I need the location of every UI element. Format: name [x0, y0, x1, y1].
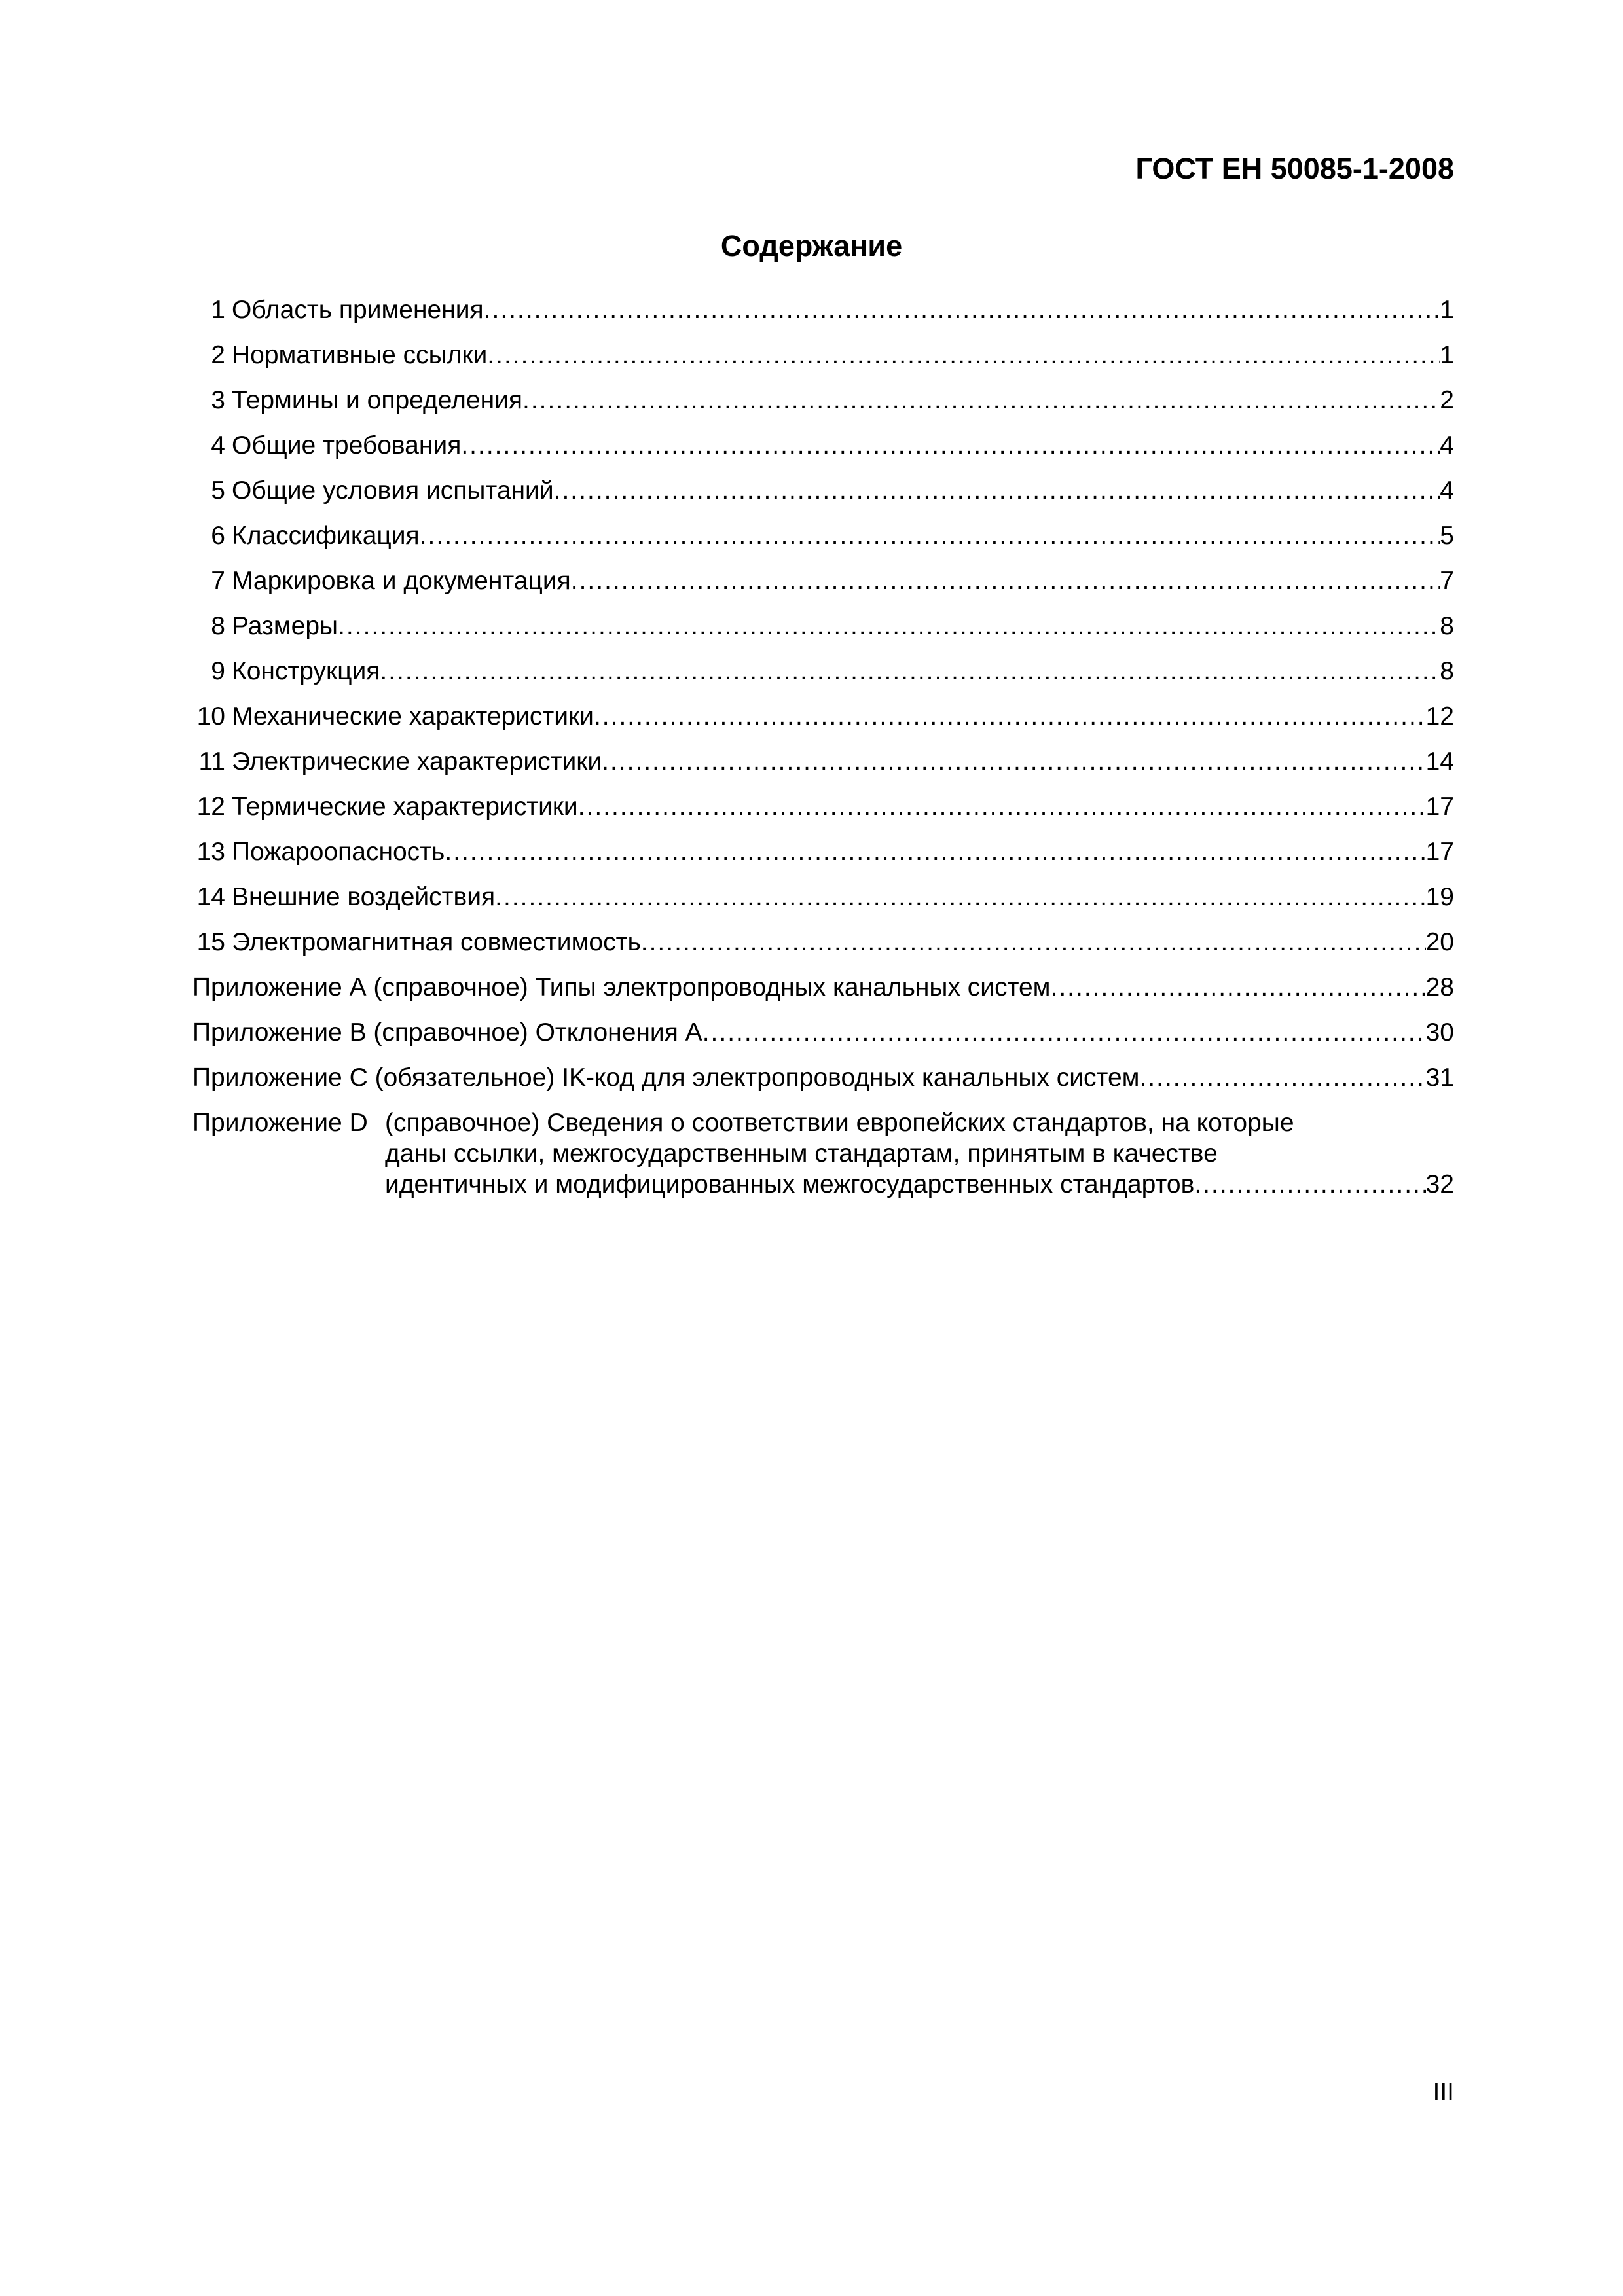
entry-page: 19: [1425, 883, 1454, 911]
toc-entry-4[interactable]: [192, 431, 1454, 476]
entry-page: 7: [1440, 567, 1454, 595]
entry-page: 14: [1425, 747, 1454, 776]
entry-title: Приложение А (справочное) Типы электропроводных канальных систем: [192, 973, 1051, 1001]
entry-title: Внешние воздействия: [232, 883, 496, 911]
entry-title: Конструкция: [232, 657, 380, 685]
entry-title: Термические характеристики: [232, 793, 578, 821]
entry-title: Пожароопасность: [232, 838, 445, 866]
entry-page: 20: [1425, 928, 1454, 956]
entry-page: 8: [1440, 657, 1454, 685]
entry-page: 1: [1440, 341, 1454, 369]
entry-number: 2: [211, 341, 225, 369]
toc-entry-9[interactable]: [192, 657, 1454, 702]
entry-page: 4: [1440, 431, 1454, 459]
page-title: Содержание: [720, 229, 903, 262]
toc-annex-a[interactable]: [192, 973, 1454, 1018]
toc-entry-5[interactable]: [192, 476, 1454, 522]
entry-page: 32: [1425, 1170, 1454, 1198]
entry-title: Нормативные ссылки: [232, 341, 488, 369]
dot-leader: [641, 928, 1426, 957]
dot-leader: [594, 702, 1426, 731]
entry-number: 3: [211, 386, 225, 414]
table-of-contents: [192, 296, 1454, 1213]
entry-number: 10: [196, 702, 225, 730]
toc-annex-b[interactable]: [192, 1018, 1454, 1064]
dot-leader: [380, 657, 1440, 686]
toc-entry-14[interactable]: [192, 883, 1454, 928]
toc-entry-1[interactable]: [192, 296, 1454, 341]
entry-page: 30: [1425, 1018, 1454, 1047]
annex-title-line: даны ссылки, межгосударственным стандартам, принятым в качестве: [385, 1139, 1218, 1168]
dot-leader: [445, 838, 1425, 867]
entry-number: 5: [211, 476, 225, 505]
entry-title: Размеры: [232, 612, 338, 640]
toc-annex-d[interactable]: [192, 1109, 1454, 1213]
standard-designation: ГОСТ ЕН 50085-1-2008: [1135, 152, 1454, 185]
toc-entry-12[interactable]: [192, 793, 1454, 838]
entry-number: 14: [196, 883, 225, 911]
entry-number: 12: [196, 793, 225, 821]
dot-leader: [522, 386, 1440, 415]
entry-title: Общие условия испытаний: [232, 476, 554, 505]
toc-entry-10[interactable]: [192, 702, 1454, 747]
entry-page: 5: [1440, 522, 1454, 550]
dot-leader: [1139, 1064, 1425, 1092]
toc-entry-2[interactable]: [192, 341, 1454, 386]
entry-page: 1: [1440, 296, 1454, 324]
entry-page: 4: [1440, 476, 1454, 505]
entry-number: 8: [211, 612, 225, 640]
entry-page: 28: [1425, 973, 1454, 1001]
dot-leader: [487, 341, 1440, 370]
dot-leader: [484, 296, 1440, 325]
entry-page: 2: [1440, 386, 1454, 414]
entry-page: 17: [1425, 838, 1454, 866]
toc-entry-15[interactable]: [192, 928, 1454, 973]
dot-leader: [578, 793, 1426, 821]
entry-title: Термины и определения: [232, 386, 523, 414]
toc-entry-6[interactable]: [192, 522, 1454, 567]
annex-title-line: (справочное) Сведения о соответствии европейских стандартов, на которые: [385, 1109, 1294, 1137]
entry-page: 17: [1425, 793, 1454, 821]
toc-annex-c[interactable]: [192, 1064, 1454, 1109]
entry-number: 11: [198, 747, 225, 776]
dot-leader: [1051, 973, 1426, 1002]
dot-leader: [461, 431, 1440, 460]
entry-title: Электромагнитная совместимость: [232, 928, 641, 956]
entry-title: Общие требования: [232, 431, 462, 459]
toc-entry-7[interactable]: [192, 567, 1454, 612]
dot-leader: [602, 747, 1425, 776]
toc-entry-3[interactable]: [192, 386, 1454, 431]
page-number: III: [1432, 2078, 1454, 2106]
entry-title: Приложение В (справочное) Отклонения А: [192, 1018, 702, 1047]
annex-label: Приложение D: [192, 1109, 368, 1137]
dot-leader: [1194, 1170, 1425, 1199]
entry-number: 7: [211, 567, 225, 595]
entry-title: Механические характеристики: [232, 702, 594, 730]
dot-leader: [571, 567, 1440, 596]
entry-page: 8: [1440, 612, 1454, 640]
entry-page: 31: [1425, 1064, 1454, 1092]
entry-number: 1: [211, 296, 225, 324]
entry-title: Классификация: [232, 522, 420, 550]
entry-number: 13: [196, 838, 225, 866]
entry-number: 9: [211, 657, 225, 685]
toc-entry-8[interactable]: [192, 612, 1454, 657]
entry-page: 12: [1425, 702, 1454, 730]
entry-title: Приложение С (обязательное) IK-код для электропроводных канальных систем: [192, 1064, 1140, 1092]
entry-title: Область применения: [232, 296, 484, 324]
toc-entry-13[interactable]: [192, 838, 1454, 883]
annex-title-line: идентичных и модифицированных межгосударственных стандартов: [385, 1170, 1195, 1198]
toc-entry-11[interactable]: [192, 747, 1454, 793]
dot-leader: [554, 476, 1440, 505]
dot-leader: [420, 522, 1440, 550]
entry-title: Маркировка и документация: [232, 567, 571, 595]
entry-title: Электрические характеристики: [232, 747, 602, 776]
dot-leader: [338, 612, 1440, 641]
entry-number: 4: [211, 431, 225, 459]
dot-leader: [495, 883, 1425, 912]
dot-leader: [702, 1018, 1426, 1047]
entry-number: 15: [196, 928, 225, 956]
entry-number: 6: [211, 522, 225, 550]
